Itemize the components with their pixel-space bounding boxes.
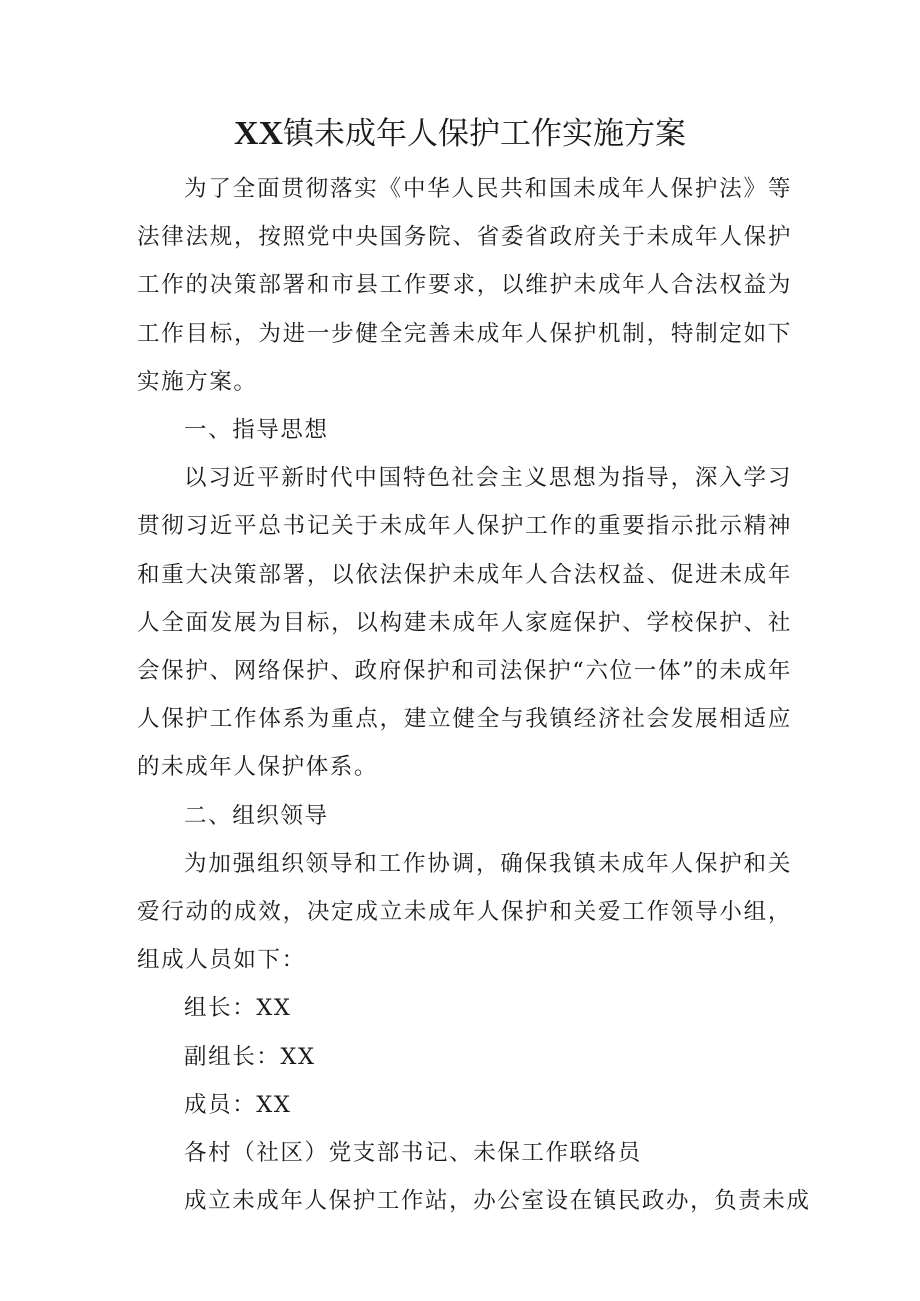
closing-paragraph: 成立未成年人保护工作站，办公室设在镇民政办，负责未成 [184, 1188, 811, 1215]
document-title [0, 112, 920, 156]
member-leader: 组长：XX [184, 995, 292, 1022]
member-deputy-leader: 副组长：XX [184, 1043, 316, 1070]
guiding-ideology-paragraph: 以习近平新时代中国特色社会主义思想为指导，深入学习贯彻习近平总书记关于未成年人保护工作的重要指示批示精神和重大决策部署，以依法保护未成年人合法权益、促进未成年人全面发展为目标，以构建未成年人家庭保护、学校保护、社会保护、网络保护、政府保护和司法保护“六位一体”的未成年人保护工作体系为重点，建立健全与我镇经济社会发展相适应的未成年人保护体系。 [137, 465, 792, 781]
intro-paragraph: 为了全面贯彻落实《中华人民共和国未成年人保护法》等法律法规，按照党中央国务院、省委省政府关于未成年人保护工作的决策部署和市县工作要求，以维护未成年人合法权益为工作目标，为进一步健全完善未成年人保护机制，特制定如下实施方案。 [137, 176, 792, 395]
section-heading-organization: 二、组织领导 [184, 802, 329, 829]
member-members: 成员：XX [184, 1091, 292, 1118]
document-body [137, 165, 811, 1225]
section-heading-guiding-ideology: 一、指导思想 [184, 417, 329, 444]
title-prefix: XX [233, 115, 284, 152]
title-main: 镇未成年人保护工作实施方案 [283, 116, 687, 152]
organization-paragraph: 为加强组织领导和工作协调，确保我镇未成年人保护和关爱行动的成效，决定成立未成年人保护和关爱工作领导小组，组成人员如下： [137, 850, 792, 974]
member-village-secretaries: 各村（社区）党支部书记、未保工作联络员 [184, 1140, 642, 1167]
